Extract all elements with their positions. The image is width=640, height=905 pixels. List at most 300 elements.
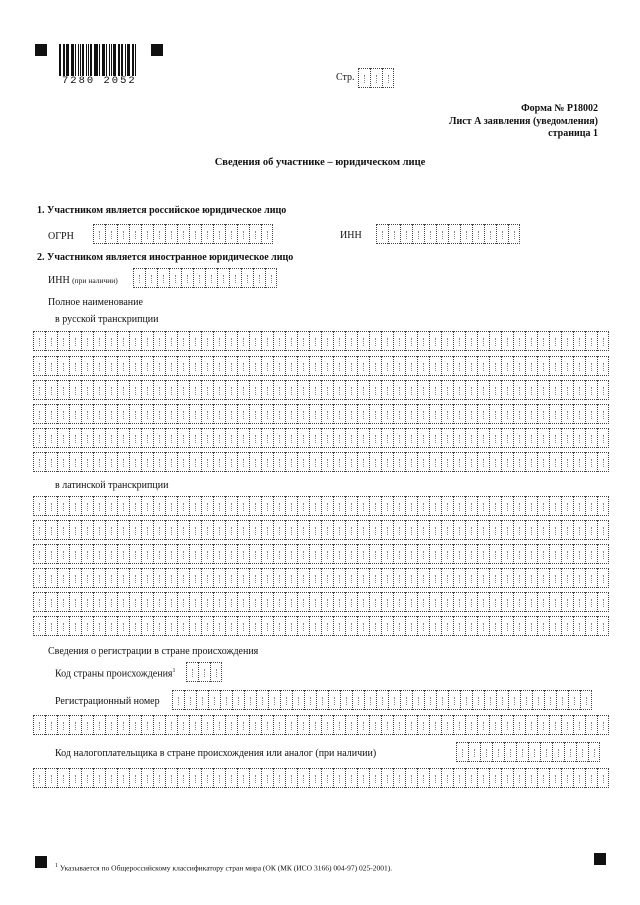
character-cell[interactable] (177, 356, 189, 376)
character-cell[interactable] (561, 768, 573, 788)
character-cell[interactable] (201, 520, 213, 540)
character-cell[interactable] (465, 496, 477, 516)
character-cell[interactable] (573, 616, 585, 636)
character-cell[interactable] (472, 690, 484, 710)
russian-name-row[interactable] (33, 331, 609, 351)
character-cell[interactable] (57, 616, 69, 636)
character-cell[interactable] (213, 356, 225, 376)
character-cell[interactable] (165, 592, 177, 612)
character-cell[interactable] (213, 496, 225, 516)
character-cell[interactable] (537, 331, 549, 351)
character-cell[interactable] (453, 520, 465, 540)
character-cell[interactable] (261, 544, 273, 564)
character-cell[interactable] (357, 380, 369, 400)
character-cell[interactable] (405, 544, 417, 564)
character-cell[interactable] (253, 268, 265, 288)
russian-name-row[interactable] (33, 404, 609, 424)
character-cell[interactable] (513, 592, 525, 612)
character-cell[interactable] (496, 690, 508, 710)
character-cell[interactable] (280, 690, 292, 710)
character-cell[interactable] (117, 520, 129, 540)
character-cell[interactable] (153, 592, 165, 612)
character-cell[interactable] (333, 768, 345, 788)
character-cell[interactable] (405, 356, 417, 376)
character-cell[interactable] (580, 690, 592, 710)
character-cell[interactable] (333, 520, 345, 540)
character-cell[interactable] (429, 331, 441, 351)
character-cell[interactable] (177, 224, 189, 244)
character-cell[interactable] (537, 380, 549, 400)
character-cell[interactable] (453, 380, 465, 400)
ogrn-field[interactable] (93, 224, 273, 244)
character-cell[interactable] (501, 428, 513, 448)
character-cell[interactable] (225, 768, 237, 788)
character-cell[interactable] (357, 616, 369, 636)
character-cell[interactable] (393, 568, 405, 588)
character-cell[interactable] (369, 592, 381, 612)
character-cell[interactable] (69, 380, 81, 400)
character-cell[interactable] (249, 404, 261, 424)
character-cell[interactable] (489, 428, 501, 448)
character-cell[interactable] (393, 404, 405, 424)
character-cell[interactable] (33, 452, 45, 472)
character-cell[interactable] (441, 380, 453, 400)
character-cell[interactable] (321, 452, 333, 472)
character-cell[interactable] (81, 520, 93, 540)
character-cell[interactable] (309, 380, 321, 400)
character-cell[interactable] (153, 452, 165, 472)
character-cell[interactable] (165, 568, 177, 588)
character-cell[interactable] (585, 520, 597, 540)
character-cell[interactable] (537, 568, 549, 588)
character-cell[interactable] (232, 690, 244, 710)
character-cell[interactable] (213, 224, 225, 244)
character-cell[interactable] (141, 768, 153, 788)
character-cell[interactable] (237, 452, 249, 472)
character-cell[interactable] (153, 616, 165, 636)
character-cell[interactable] (369, 496, 381, 516)
character-cell[interactable] (585, 616, 597, 636)
character-cell[interactable] (81, 616, 93, 636)
character-cell[interactable] (93, 331, 105, 351)
character-cell[interactable] (393, 428, 405, 448)
character-cell[interactable] (549, 356, 561, 376)
character-cell[interactable] (129, 356, 141, 376)
character-cell[interactable] (189, 224, 201, 244)
character-cell[interactable] (225, 428, 237, 448)
character-cell[interactable] (376, 690, 388, 710)
character-cell[interactable] (477, 380, 489, 400)
character-cell[interactable] (376, 224, 388, 244)
character-cell[interactable] (177, 592, 189, 612)
character-cell[interactable] (261, 592, 273, 612)
character-cell[interactable] (69, 452, 81, 472)
character-cell[interactable] (525, 452, 537, 472)
character-cell[interactable] (237, 380, 249, 400)
character-cell[interactable] (465, 715, 477, 735)
character-cell[interactable] (417, 715, 429, 735)
character-cell[interactable] (564, 742, 576, 762)
character-cell[interactable] (465, 380, 477, 400)
character-cell[interactable] (525, 715, 537, 735)
character-cell[interactable] (333, 380, 345, 400)
character-cell[interactable] (525, 331, 537, 351)
character-cell[interactable] (501, 768, 513, 788)
character-cell[interactable] (508, 690, 520, 710)
character-cell[interactable] (225, 496, 237, 516)
character-cell[interactable] (189, 616, 201, 636)
character-cell[interactable] (561, 356, 573, 376)
character-cell[interactable] (33, 768, 45, 788)
character-cell[interactable] (429, 428, 441, 448)
character-cell[interactable] (573, 428, 585, 448)
character-cell[interactable] (465, 544, 477, 564)
character-cell[interactable] (357, 452, 369, 472)
character-cell[interactable] (201, 380, 213, 400)
character-cell[interactable] (309, 496, 321, 516)
character-cell[interactable] (117, 428, 129, 448)
character-cell[interactable] (304, 690, 316, 710)
character-cell[interactable] (249, 428, 261, 448)
character-cell[interactable] (460, 690, 472, 710)
character-cell[interactable] (345, 496, 357, 516)
character-cell[interactable] (540, 742, 552, 762)
character-cell[interactable] (357, 768, 369, 788)
character-cell[interactable] (477, 496, 489, 516)
character-cell[interactable] (81, 356, 93, 376)
character-cell[interactable] (225, 568, 237, 588)
character-cell[interactable] (261, 356, 273, 376)
character-cell[interactable] (297, 496, 309, 516)
character-cell[interactable] (477, 568, 489, 588)
character-cell[interactable] (549, 331, 561, 351)
character-cell[interactable] (57, 544, 69, 564)
character-cell[interactable] (573, 496, 585, 516)
character-cell[interactable] (165, 544, 177, 564)
character-cell[interactable] (585, 715, 597, 735)
character-cell[interactable] (45, 331, 57, 351)
character-cell[interactable] (105, 380, 117, 400)
character-cell[interactable] (393, 592, 405, 612)
character-cell[interactable] (441, 520, 453, 540)
character-cell[interactable] (33, 520, 45, 540)
character-cell[interactable] (141, 496, 153, 516)
character-cell[interactable] (468, 742, 480, 762)
character-cell[interactable] (297, 356, 309, 376)
character-cell[interactable] (297, 592, 309, 612)
character-cell[interactable] (285, 568, 297, 588)
character-cell[interactable] (585, 496, 597, 516)
character-cell[interactable] (525, 568, 537, 588)
character-cell[interactable] (441, 568, 453, 588)
character-cell[interactable] (117, 404, 129, 424)
character-cell[interactable] (225, 380, 237, 400)
character-cell[interactable] (333, 428, 345, 448)
character-cell[interactable] (172, 690, 184, 710)
character-cell[interactable] (465, 428, 477, 448)
character-cell[interactable] (357, 520, 369, 540)
character-cell[interactable] (513, 496, 525, 516)
character-cell[interactable] (297, 452, 309, 472)
character-cell[interactable] (45, 568, 57, 588)
character-cell[interactable] (141, 380, 153, 400)
character-cell[interactable] (465, 356, 477, 376)
character-cell[interactable] (249, 568, 261, 588)
character-cell[interactable] (369, 616, 381, 636)
character-cell[interactable] (153, 404, 165, 424)
latin-name-row[interactable] (33, 568, 609, 588)
character-cell[interactable] (453, 428, 465, 448)
character-cell[interactable] (201, 356, 213, 376)
character-cell[interactable] (285, 452, 297, 472)
character-cell[interactable] (309, 452, 321, 472)
character-cell[interactable] (105, 224, 117, 244)
character-cell[interactable] (405, 715, 417, 735)
character-cell[interactable] (273, 520, 285, 540)
character-cell[interactable] (177, 380, 189, 400)
russian-name-row[interactable] (33, 428, 609, 448)
character-cell[interactable] (45, 496, 57, 516)
character-cell[interactable] (201, 331, 213, 351)
character-cell[interactable] (93, 496, 105, 516)
character-cell[interactable] (489, 715, 501, 735)
character-cell[interactable] (189, 496, 201, 516)
character-cell[interactable] (165, 404, 177, 424)
character-cell[interactable] (549, 404, 561, 424)
latin-name-row[interactable] (33, 496, 609, 516)
character-cell[interactable] (513, 520, 525, 540)
character-cell[interactable] (525, 404, 537, 424)
character-cell[interactable] (261, 331, 273, 351)
character-cell[interactable] (597, 331, 609, 351)
character-cell[interactable] (57, 428, 69, 448)
character-cell[interactable] (273, 452, 285, 472)
character-cell[interactable] (453, 592, 465, 612)
character-cell[interactable] (549, 428, 561, 448)
character-cell[interactable] (597, 452, 609, 472)
character-cell[interactable] (561, 544, 573, 564)
character-cell[interactable] (381, 452, 393, 472)
character-cell[interactable] (285, 428, 297, 448)
character-cell[interactable] (249, 768, 261, 788)
character-cell[interactable] (489, 496, 501, 516)
latin-name-row[interactable] (33, 544, 609, 564)
character-cell[interactable] (210, 662, 222, 682)
character-cell[interactable] (189, 404, 201, 424)
character-cell[interactable] (393, 496, 405, 516)
character-cell[interactable] (309, 520, 321, 540)
character-cell[interactable] (333, 331, 345, 351)
character-cell[interactable] (45, 520, 57, 540)
character-cell[interactable] (189, 520, 201, 540)
character-cell[interactable] (261, 568, 273, 588)
character-cell[interactable] (561, 331, 573, 351)
character-cell[interactable] (561, 592, 573, 612)
character-cell[interactable] (297, 331, 309, 351)
character-cell[interactable] (237, 331, 249, 351)
character-cell[interactable] (585, 356, 597, 376)
character-cell[interactable] (513, 568, 525, 588)
character-cell[interactable] (45, 452, 57, 472)
character-cell[interactable] (249, 544, 261, 564)
character-cell[interactable] (57, 496, 69, 516)
character-cell[interactable] (388, 690, 400, 710)
character-cell[interactable] (480, 742, 492, 762)
character-cell[interactable] (405, 331, 417, 351)
character-cell[interactable] (477, 592, 489, 612)
character-cell[interactable] (441, 428, 453, 448)
character-cell[interactable] (528, 742, 540, 762)
character-cell[interactable] (117, 544, 129, 564)
character-cell[interactable] (213, 404, 225, 424)
character-cell[interactable] (189, 544, 201, 564)
character-cell[interactable] (429, 380, 441, 400)
character-cell[interactable] (597, 404, 609, 424)
character-cell[interactable] (597, 768, 609, 788)
character-cell[interactable] (177, 568, 189, 588)
character-cell[interactable] (501, 496, 513, 516)
character-cell[interactable] (153, 356, 165, 376)
character-cell[interactable] (417, 404, 429, 424)
character-cell[interactable] (105, 715, 117, 735)
character-cell[interactable] (465, 768, 477, 788)
character-cell[interactable] (537, 356, 549, 376)
character-cell[interactable] (105, 428, 117, 448)
character-cell[interactable] (129, 544, 141, 564)
character-cell[interactable] (561, 568, 573, 588)
character-cell[interactable] (369, 520, 381, 540)
character-cell[interactable] (177, 331, 189, 351)
character-cell[interactable] (448, 690, 460, 710)
character-cell[interactable] (429, 452, 441, 472)
character-cell[interactable] (165, 224, 177, 244)
character-cell[interactable] (417, 592, 429, 612)
character-cell[interactable] (441, 404, 453, 424)
character-cell[interactable] (285, 715, 297, 735)
character-cell[interactable] (297, 768, 309, 788)
character-cell[interactable] (370, 68, 382, 88)
character-cell[interactable] (345, 616, 357, 636)
character-cell[interactable] (501, 568, 513, 588)
character-cell[interactable] (381, 404, 393, 424)
character-cell[interactable] (453, 356, 465, 376)
character-cell[interactable] (213, 380, 225, 400)
character-cell[interactable] (129, 768, 141, 788)
character-cell[interactable] (429, 768, 441, 788)
character-cell[interactable] (81, 496, 93, 516)
character-cell[interactable] (105, 356, 117, 376)
character-cell[interactable] (165, 616, 177, 636)
character-cell[interactable] (69, 715, 81, 735)
character-cell[interactable] (69, 544, 81, 564)
character-cell[interactable] (237, 496, 249, 516)
character-cell[interactable] (81, 452, 93, 472)
character-cell[interactable] (309, 331, 321, 351)
character-cell[interactable] (153, 428, 165, 448)
character-cell[interactable] (357, 544, 369, 564)
character-cell[interactable] (237, 404, 249, 424)
character-cell[interactable] (141, 404, 153, 424)
character-cell[interactable] (81, 544, 93, 564)
character-cell[interactable] (292, 690, 304, 710)
character-cell[interactable] (321, 768, 333, 788)
character-cell[interactable] (81, 428, 93, 448)
character-cell[interactable] (45, 356, 57, 376)
character-cell[interactable] (465, 568, 477, 588)
character-cell[interactable] (472, 224, 484, 244)
character-cell[interactable] (501, 331, 513, 351)
character-cell[interactable] (484, 224, 496, 244)
character-cell[interactable] (249, 380, 261, 400)
character-cell[interactable] (93, 356, 105, 376)
character-cell[interactable] (201, 544, 213, 564)
character-cell[interactable] (573, 520, 585, 540)
character-cell[interactable] (189, 428, 201, 448)
character-cell[interactable] (177, 544, 189, 564)
character-cell[interactable] (429, 404, 441, 424)
character-cell[interactable] (405, 768, 417, 788)
character-cell[interactable] (213, 568, 225, 588)
character-cell[interactable] (189, 380, 201, 400)
character-cell[interactable] (501, 380, 513, 400)
character-cell[interactable] (273, 544, 285, 564)
character-cell[interactable] (525, 356, 537, 376)
character-cell[interactable] (129, 224, 141, 244)
character-cell[interactable] (153, 768, 165, 788)
character-cell[interactable] (105, 616, 117, 636)
character-cell[interactable] (549, 544, 561, 564)
character-cell[interactable] (45, 715, 57, 735)
character-cell[interactable] (549, 520, 561, 540)
character-cell[interactable] (441, 768, 453, 788)
character-cell[interactable] (417, 616, 429, 636)
character-cell[interactable] (549, 496, 561, 516)
character-cell[interactable] (381, 496, 393, 516)
character-cell[interactable] (393, 380, 405, 400)
character-cell[interactable] (201, 616, 213, 636)
character-cell[interactable] (333, 356, 345, 376)
character-cell[interactable] (321, 568, 333, 588)
character-cell[interactable] (285, 496, 297, 516)
character-cell[interactable] (412, 224, 424, 244)
character-cell[interactable] (273, 715, 285, 735)
character-cell[interactable] (501, 452, 513, 472)
character-cell[interactable] (549, 452, 561, 472)
character-cell[interactable] (405, 380, 417, 400)
character-cell[interactable] (453, 496, 465, 516)
character-cell[interactable] (273, 592, 285, 612)
character-cell[interactable] (213, 616, 225, 636)
character-cell[interactable] (261, 404, 273, 424)
character-cell[interactable] (93, 404, 105, 424)
character-cell[interactable] (525, 428, 537, 448)
character-cell[interactable] (381, 428, 393, 448)
character-cell[interactable] (256, 690, 268, 710)
character-cell[interactable] (261, 428, 273, 448)
character-cell[interactable] (393, 715, 405, 735)
character-cell[interactable] (249, 452, 261, 472)
character-cell[interactable] (345, 428, 357, 448)
character-cell[interactable] (537, 428, 549, 448)
character-cell[interactable] (321, 356, 333, 376)
character-cell[interactable] (69, 768, 81, 788)
character-cell[interactable] (549, 380, 561, 400)
character-cell[interactable] (57, 404, 69, 424)
taxpayer-code-field[interactable] (456, 742, 600, 762)
character-cell[interactable] (345, 568, 357, 588)
character-cell[interactable] (45, 592, 57, 612)
character-cell[interactable] (309, 592, 321, 612)
